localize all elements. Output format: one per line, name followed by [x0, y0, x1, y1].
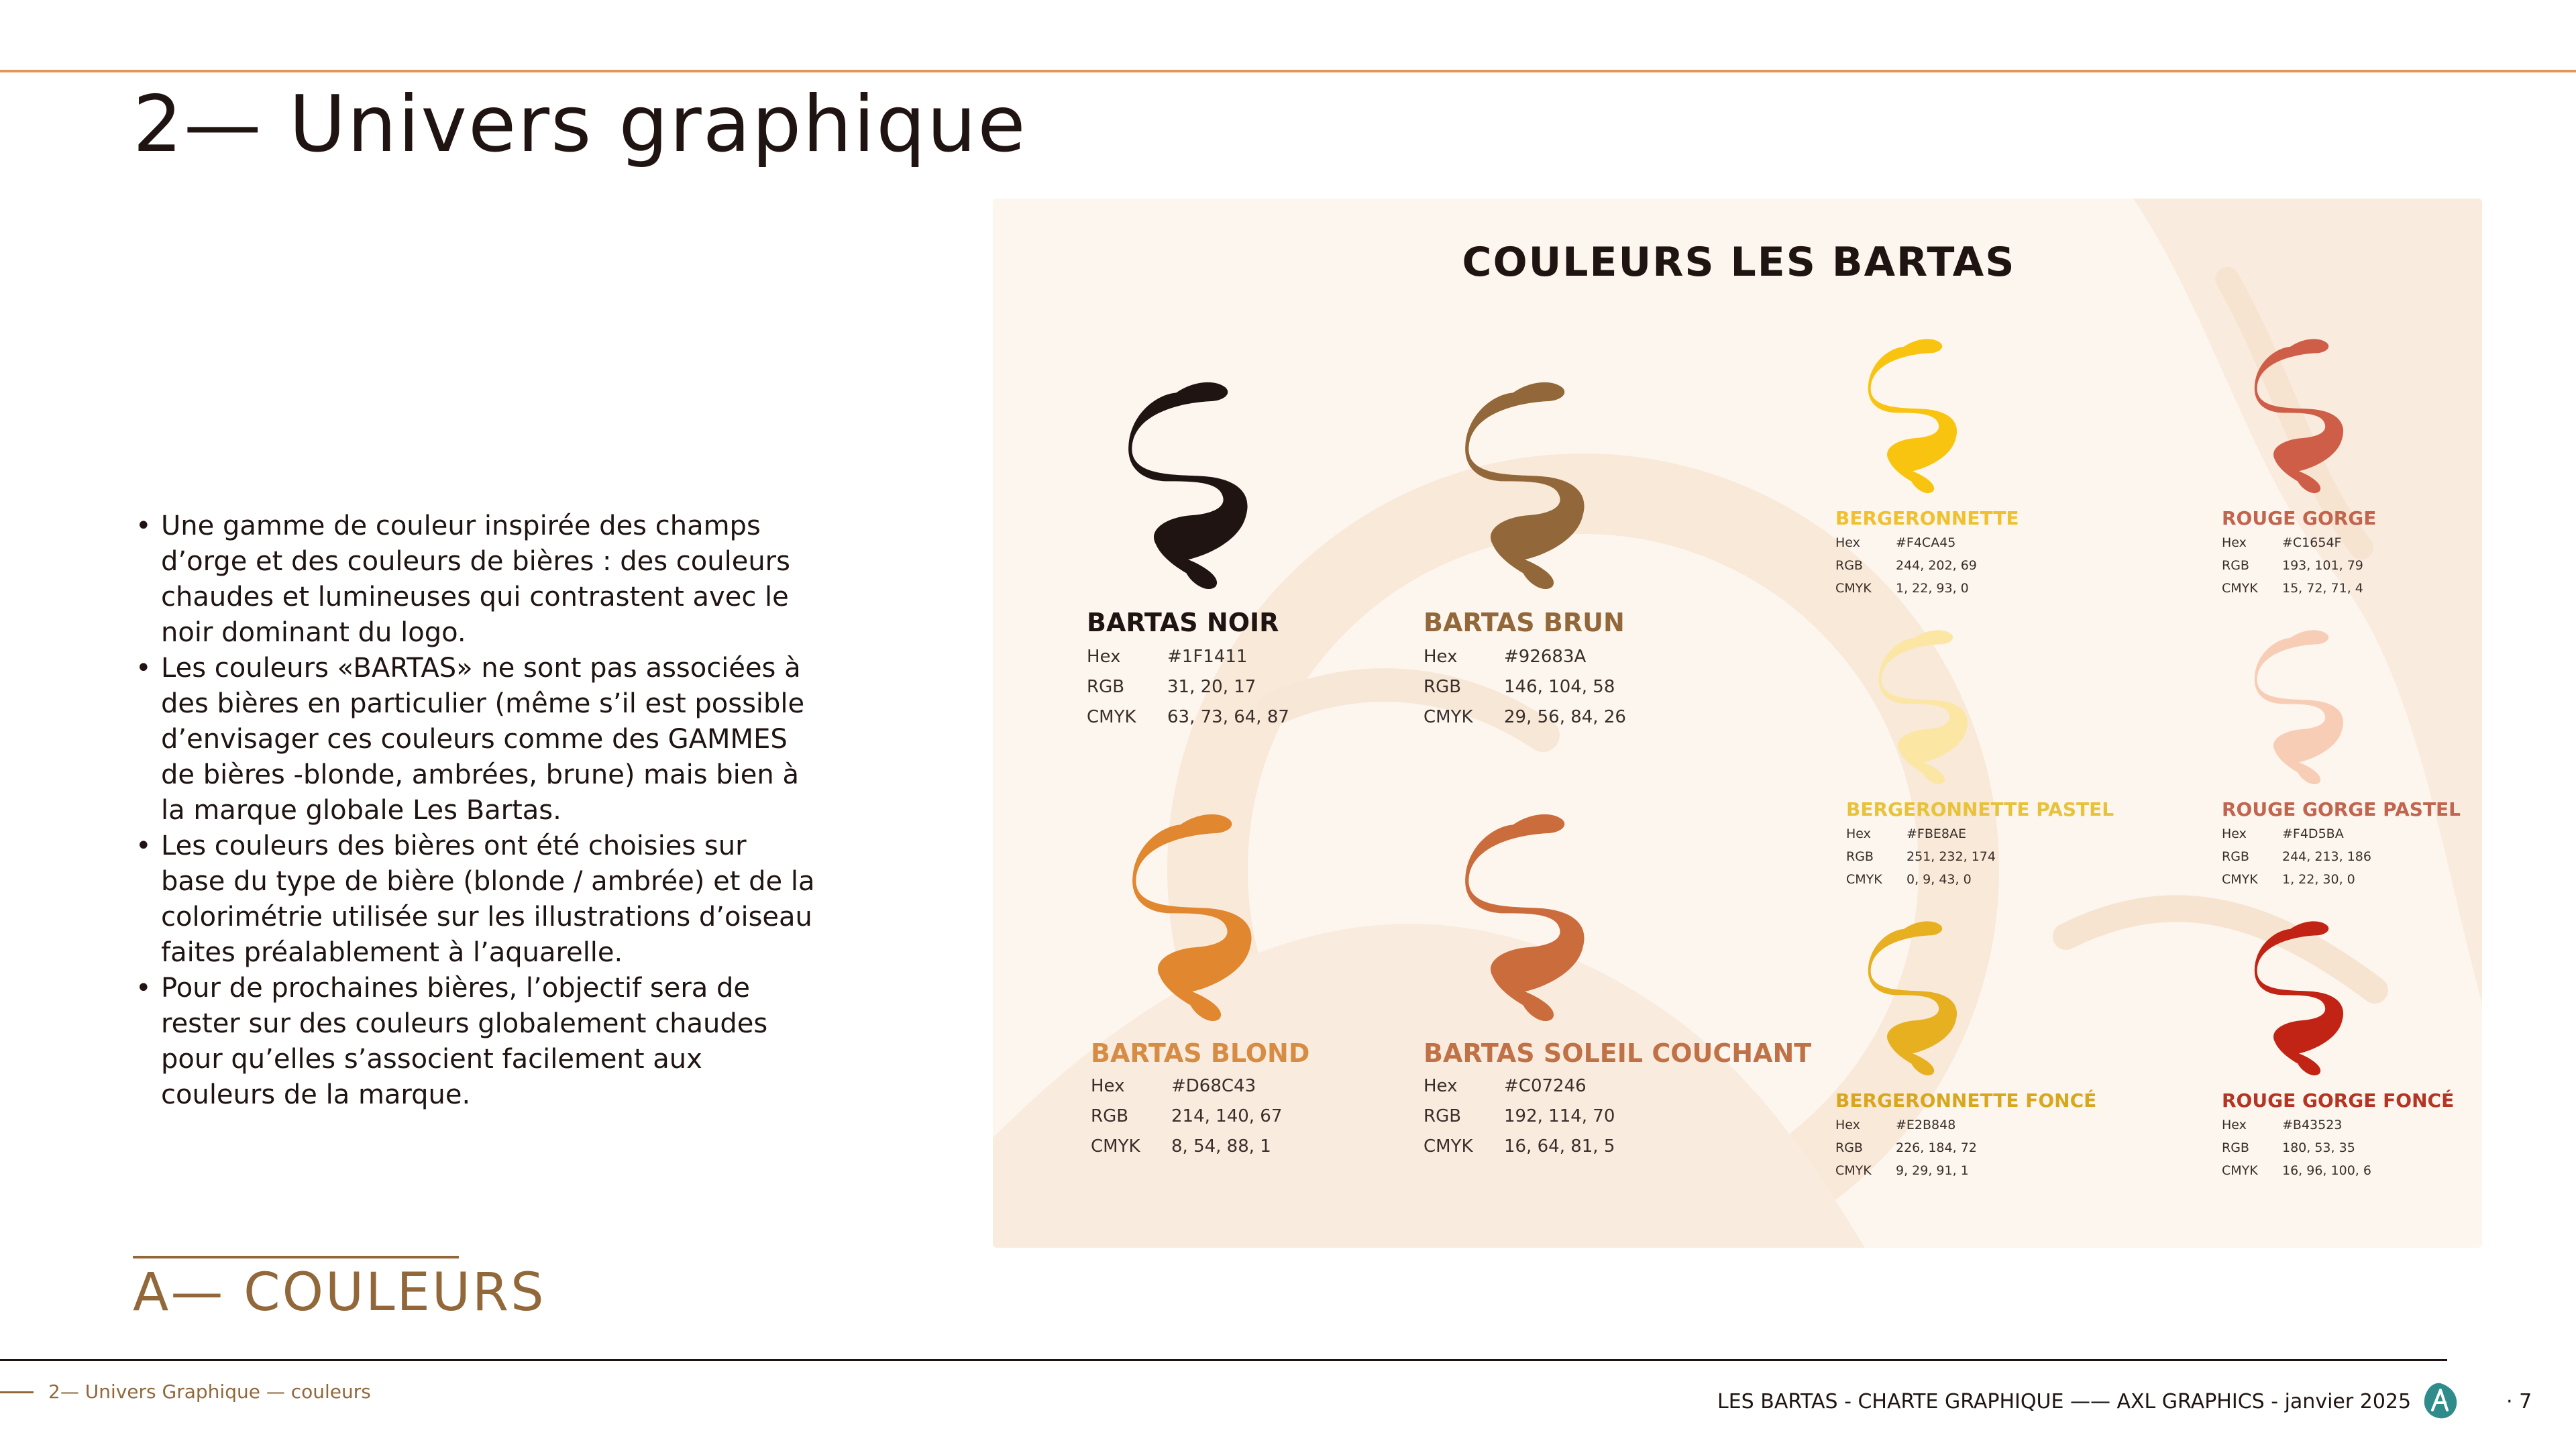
cmyk-label: CMYK	[1846, 872, 1882, 887]
hex-value: #C1654F	[2282, 535, 2342, 550]
hex-value: #92683A	[1504, 647, 1587, 667]
rgb-label: RGB	[1424, 677, 1462, 697]
rgb-value: 251, 232, 174	[1907, 849, 1996, 864]
swatch-name: BERGERONNETTE	[1835, 507, 2019, 529]
rgb-label: RGB	[2222, 558, 2249, 573]
footer-tick	[0, 1391, 34, 1393]
swatch-name: ROUGE GORGE PASTEL	[2222, 798, 2461, 820]
rgb-label: RGB	[1424, 1106, 1462, 1126]
hex-label: Hex	[1835, 1118, 1860, 1132]
page-title: 2— Univers graphique	[133, 79, 1027, 170]
cmyk-value: 1, 22, 30, 0	[2282, 872, 2355, 887]
hex-label: Hex	[1091, 1076, 1125, 1096]
swatch-name: ROUGE GORGE	[2222, 507, 2377, 529]
rgb-value: 192, 114, 70	[1504, 1106, 1615, 1126]
cmyk-label: CMYK	[1424, 1136, 1473, 1157]
cmyk-label: CMYK	[1424, 707, 1473, 727]
cmyk-value: 0, 9, 43, 0	[1907, 872, 1972, 887]
rgb-label: RGB	[2222, 849, 2249, 864]
swatch-name: BARTAS NOIR	[1087, 608, 1279, 637]
paint-swirl-icon	[2222, 625, 2380, 790]
rgb-value: 180, 53, 35	[2282, 1140, 2355, 1155]
hex-value: #FBE8AE	[1907, 826, 1966, 841]
rgb-label: RGB	[1835, 1140, 1863, 1155]
rgb-label: RGB	[1846, 849, 1874, 864]
paint-swirl-icon	[1424, 376, 1631, 597]
hex-value: #1F1411	[1167, 647, 1248, 667]
hex-value: #E2B848	[1896, 1118, 1956, 1132]
cmyk-value: 63, 73, 64, 87	[1167, 707, 1289, 727]
hex-label: Hex	[2222, 535, 2247, 550]
header-rule	[0, 70, 2576, 72]
cmyk-label: CMYK	[2222, 1163, 2258, 1178]
cmyk-label: CMYK	[2222, 581, 2258, 596]
section-rule	[133, 1256, 459, 1258]
hex-label: Hex	[1424, 1076, 1458, 1096]
hex-label: Hex	[2222, 1118, 2247, 1132]
rgb-value: 146, 104, 58	[1504, 677, 1615, 697]
list-item: • Les couleurs des bières ont été choisies sur base du type de bière (blonde / ambrée) et de la colorimétrie utilisée sur les illustrations d’oiseau faites préalablement à l’aquarelle.	[134, 828, 818, 971]
hex-label: Hex	[1846, 826, 1871, 841]
cmyk-label: CMYK	[1835, 1163, 1872, 1178]
cmyk-value: 29, 56, 84, 26	[1504, 707, 1626, 727]
rgb-value: 226, 184, 72	[1896, 1140, 1977, 1155]
swatch-name: ROUGE GORGE FONCÉ	[2222, 1089, 2455, 1112]
palette-title: COULEURS LES BARTAS	[1462, 239, 2016, 286]
footer-section-label: 2— Univers Graphique — couleurs	[48, 1381, 371, 1403]
cmyk-label: CMYK	[2222, 872, 2258, 887]
paint-swirl-icon	[1091, 808, 1299, 1029]
rgb-value: 31, 20, 17	[1167, 677, 1256, 697]
rgb-label: RGB	[1835, 558, 1863, 573]
rgb-value: 244, 213, 186	[2282, 849, 2371, 864]
section-title: A— COULEURS	[133, 1263, 546, 1323]
paint-swirl-icon	[1424, 808, 1631, 1029]
hex-value: #F4CA45	[1896, 535, 1956, 550]
cmyk-value: 1, 22, 93, 0	[1896, 581, 1969, 596]
hex-label: Hex	[1087, 647, 1121, 667]
hex-value: #F4D5BA	[2282, 826, 2344, 841]
list-item: • Les couleurs «BARTAS» ne sont pas associées à des bières en particulier (même s’il est possible d’envisager ces couleurs comme des GAMMES de bières -blonde, ambrées, brune) mais bien à la marque globale Les Bartas.	[134, 651, 818, 828]
rgb-label: RGB	[1087, 677, 1125, 697]
cmyk-value: 15, 72, 71, 4	[2282, 581, 2363, 596]
axl-logo-icon	[2420, 1381, 2461, 1421]
paint-swirl-icon	[1087, 376, 1295, 597]
footer-credits: LES BARTAS - CHARTE GRAPHIQUE —— AXL GRAPHICS - janvier 2025	[1717, 1390, 2412, 1413]
footer-rule	[0, 1359, 2447, 1361]
cmyk-label: CMYK	[1087, 707, 1136, 727]
paint-swirl-icon	[1846, 625, 2004, 790]
hex-label: Hex	[1424, 647, 1458, 667]
paint-swirl-icon	[2222, 916, 2380, 1081]
cmyk-value: 8, 54, 88, 1	[1171, 1136, 1271, 1157]
hex-value: #C07246	[1504, 1076, 1587, 1096]
cmyk-value: 16, 96, 100, 6	[2282, 1163, 2371, 1178]
hex-label: Hex	[1835, 535, 1860, 550]
page-number: · 7	[2506, 1390, 2532, 1413]
rgb-value: 193, 101, 79	[2282, 558, 2363, 573]
swatch-name: BERGERONNETTE FONCÉ	[1835, 1089, 2097, 1112]
swatch-name: BERGERONNETTE PASTEL	[1846, 798, 2114, 820]
hex-value: #D68C43	[1171, 1076, 1256, 1096]
rgb-value: 214, 140, 67	[1171, 1106, 1283, 1126]
list-item: • Une gamme de couleur inspirée des champs d’orge et des couleurs de bières : des couleurs chaudes et lumineuses qui contrastent avec le noir dominant du logo.	[134, 508, 818, 651]
paint-swirl-icon	[1835, 334, 1994, 499]
cmyk-value: 16, 64, 81, 5	[1504, 1136, 1615, 1157]
swatch-name: BARTAS BLOND	[1091, 1038, 1310, 1068]
rgb-label: RGB	[1091, 1106, 1129, 1126]
description-list	[134, 508, 818, 1113]
rgb-label: RGB	[2222, 1140, 2249, 1155]
cmyk-label: CMYK	[1835, 581, 1872, 596]
cmyk-value: 9, 29, 91, 1	[1896, 1163, 1969, 1178]
paint-swirl-icon	[2222, 334, 2380, 499]
swatch-name: BARTAS BRUN	[1424, 608, 1625, 637]
hex-label: Hex	[2222, 826, 2247, 841]
paint-swirl-icon	[1835, 916, 1994, 1081]
list-item: • Pour de prochaines bières, l’objectif sera de rester sur des couleurs globalement chaudes pour qu’elles s’associent facilement aux couleurs de la marque.	[134, 971, 818, 1113]
hex-value: #B43523	[2282, 1118, 2343, 1132]
rgb-value: 244, 202, 69	[1896, 558, 1977, 573]
cmyk-label: CMYK	[1091, 1136, 1140, 1157]
swatch-name: BARTAS SOLEIL COUCHANT	[1424, 1038, 1812, 1068]
